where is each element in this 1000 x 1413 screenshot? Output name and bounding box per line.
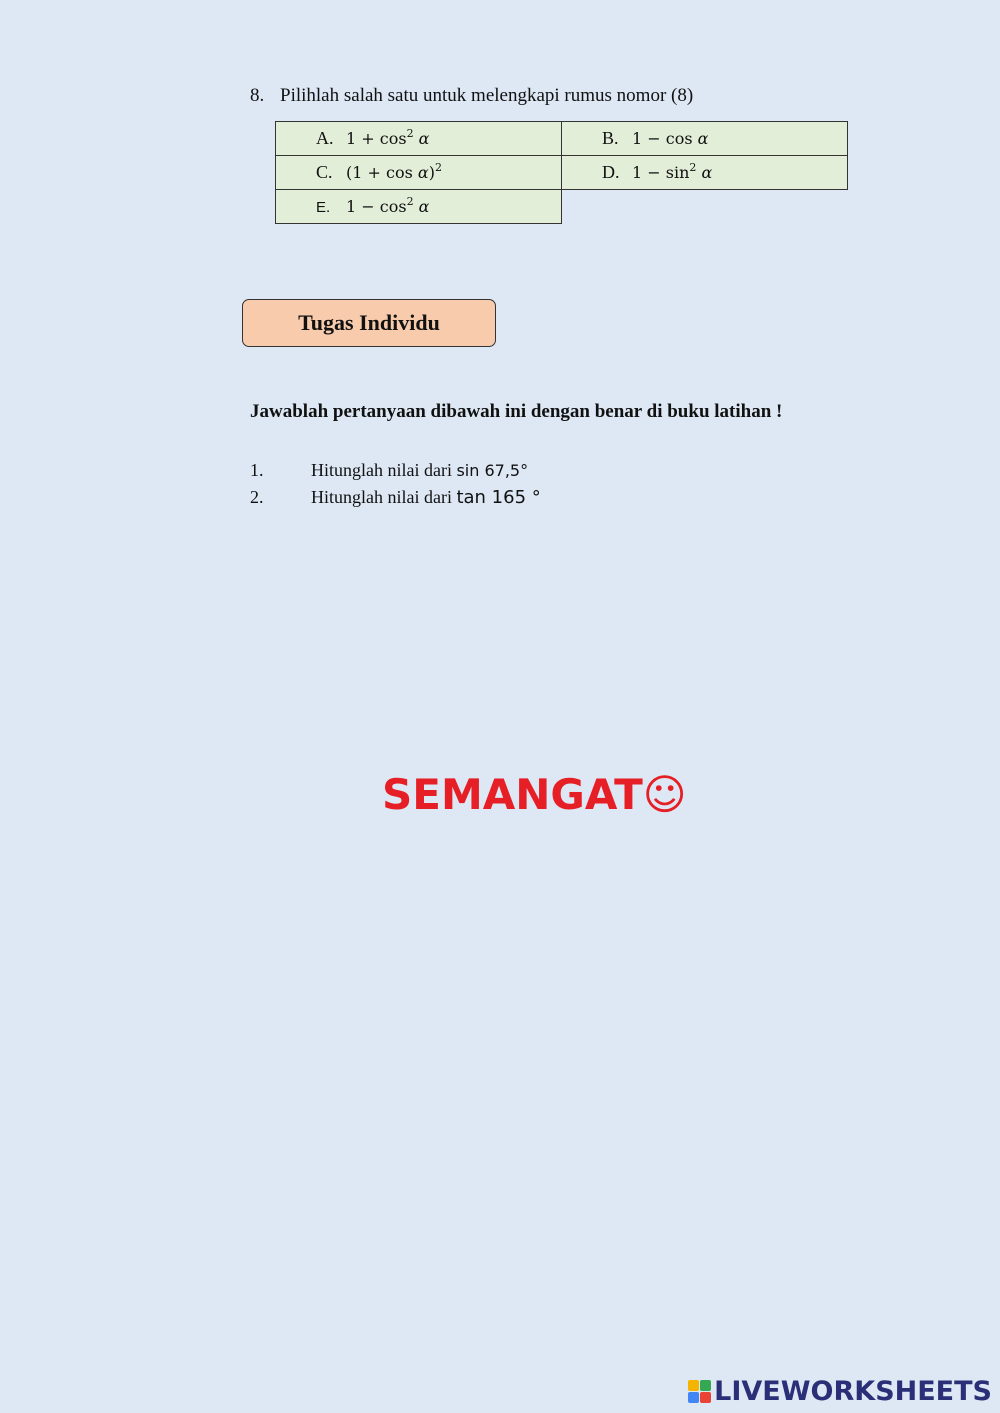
logo-square-2 xyxy=(700,1380,711,1391)
option-formula: 1 − cos α xyxy=(632,129,709,148)
option-formula: $1 - \sin^2 \alpha$ xyxy=(632,161,713,182)
question-number: 8. xyxy=(250,85,265,106)
option-letter: B. xyxy=(602,128,619,148)
option-letter: D. xyxy=(602,162,620,182)
empty-cell xyxy=(562,190,848,224)
question-text: Pilihlah salah satu untuk melengkapi rumus nomor (8) xyxy=(280,85,694,106)
task-item xyxy=(250,487,541,508)
logo-square-4 xyxy=(700,1392,711,1403)
question-8 xyxy=(250,85,693,107)
task-number: 2. xyxy=(250,487,264,507)
option-letter: A. xyxy=(316,128,334,148)
option-b[interactable] xyxy=(562,122,848,156)
task-text: Hitunglah nilai dari xyxy=(311,487,457,507)
semangat-word: SEMANGAT xyxy=(382,770,643,819)
tugas-title: Tugas Individu xyxy=(298,310,440,335)
liveworksheets-logo-icon xyxy=(688,1380,711,1403)
option-formula: $1 + \cos^2 \alpha$ xyxy=(346,127,430,148)
option-e[interactable] xyxy=(276,190,562,224)
task-math: tan 165 ° xyxy=(456,487,541,508)
option-c[interactable] xyxy=(276,156,562,190)
task-number: 1. xyxy=(250,460,264,480)
smiley-icon: ☺ xyxy=(642,770,687,819)
task-item xyxy=(250,460,528,481)
option-d[interactable] xyxy=(562,156,848,190)
option-formula: $(1 + \cos \alpha)^2$ xyxy=(346,161,442,182)
semangat-text xyxy=(382,770,687,819)
option-a[interactable] xyxy=(276,122,562,156)
liveworksheets-logo[interactable] xyxy=(688,1376,992,1407)
liveworksheets-brand: LIVEWORKSHEETS xyxy=(714,1376,992,1407)
instruction-text: Jawablah pertanyaan dibawah ini dengan benar di buku latihan ! xyxy=(250,401,783,422)
logo-square-1 xyxy=(688,1380,699,1391)
task-math: sin 67,5° xyxy=(456,461,529,480)
logo-square-3 xyxy=(688,1392,699,1403)
option-letter: C. xyxy=(316,162,333,182)
option-letter: E. xyxy=(316,199,331,216)
option-formula: $1 - \cos^2 \alpha$ xyxy=(346,195,430,216)
options-table xyxy=(275,121,848,224)
task-text: Hitunglah nilai dari xyxy=(311,460,457,480)
tugas-individu-box xyxy=(242,299,496,347)
